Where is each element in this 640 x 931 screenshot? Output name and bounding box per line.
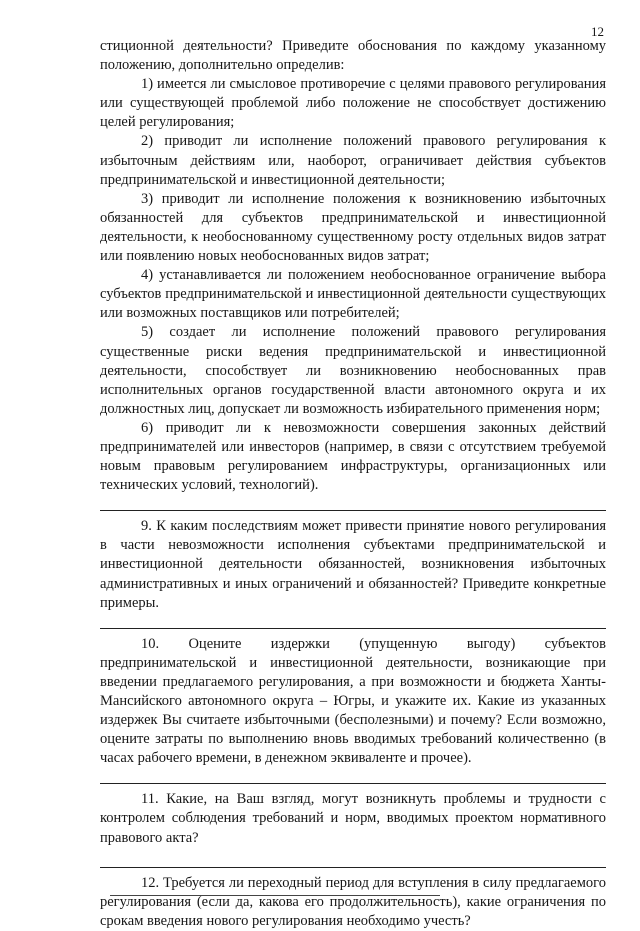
question-12: 12. Требуется ли переходный период для вступления в силу предлагаемого регулирования (если да, какова его продолжительность), какие ограничения по срокам введения нового регулирования необходимо учесть?: [100, 874, 606, 929]
answer-line: [100, 867, 606, 868]
question-11: 11. Какие, на Ваш взгляд, могут возникнуть проблемы и трудности с контролем соблюдения требований и норм, вводимых проектом нормативного правового акта?: [100, 791, 606, 846]
criterion-item: 5) создает ли исполнение положений правового регулирования существенные риски ведения предпринимательской и инвестиционной деятельности, способствует ли возникновению необоснованных прав исполнительных органов государственной власти автономного округа и их должностных лиц, допускает ли возможность избирательного применения норм;: [100, 324, 606, 417]
criterion-item: 2) приводит ли исполнение положений правового регулирования к избыточным действиям или, наоборот, ограничивает действия субъектов предпринимательской и инвестиционной деятельности;: [100, 133, 606, 188]
answer-line: [100, 510, 606, 511]
document-body: [100, 37, 606, 931]
answer-line: [110, 895, 440, 896]
answer-line: [100, 628, 606, 629]
criterion-item: 1) имеется ли смысловое противоречие с целями правового регулирования или существующей проблемой либо положение не способствует достижению целей регулирования;: [100, 76, 606, 131]
intro-lead: стиционной деятельности? Приведите обоснования по каждому указанному положению, дополнительно определив:: [100, 38, 606, 74]
criterion-item: 4) устанавливается ли положением необоснованное ограничение выбора субъектов предпринимательской и инвестиционной деятельности существующих или возможных поставщиков или потребителей;: [100, 267, 606, 322]
answer-line: [100, 783, 606, 784]
page-number: 12: [591, 24, 604, 39]
criterion-item: 3) приводит ли исполнение положения к возникновению избыточных обязанностей для субъектов предпринимательской и инвестиционной деятельности, к необоснованному существенному росту отдельных видов затрат или появлению новых необоснованных видов затрат;: [100, 190, 606, 265]
criterion-item: 6) приводит ли к невозможности совершения законных действий предпринимателей или инвесторов (например, в связи с отсутствием требуемой новым правовым регулированием инфраструктуры, организационных или технических условий, технологий).: [100, 419, 606, 494]
intro-block: [100, 37, 606, 495]
question-9: 9. К каким последствиям может привести принятие нового регулирования в части невозможности исполнения субъектами предпринимательской и инвестиционной деятельности обязанностей, возникновения избыточных административных и иных ограничений и обязанностей? Приведите конкретные примеры.: [100, 518, 606, 611]
question-10: 10. Оцените издержки (упущенную выгоду) субъектов предпринимательской и инвестиционной деятельности, возникающие при введении предлагаемого регулирования, а при возможности и бюджета Ханты-Мансийского автономного округа – Югры, и укажите их. Какие из указанных издержек Вы считаете избыточными (бесполезными) и почему? Если возможно, оцените затраты по выполнению вновь вводимых требований количественно (в часах рабочего времени, в денежном эквиваленте и прочее).: [100, 635, 606, 767]
